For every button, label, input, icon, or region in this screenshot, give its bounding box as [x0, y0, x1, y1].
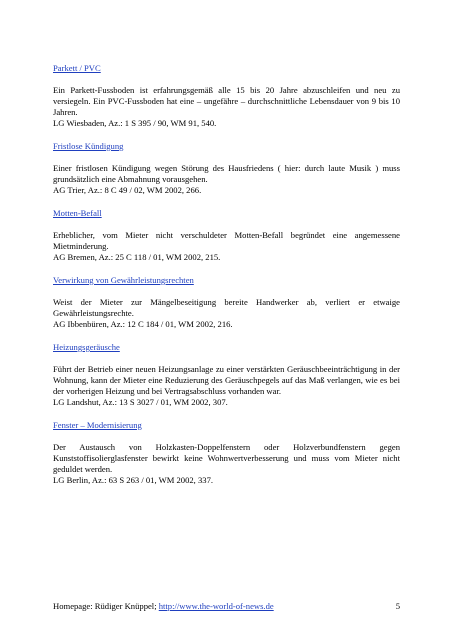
heading-link-fenster-modernisierung[interactable]: Fenster – Modernisierung: [53, 420, 142, 430]
section-body: Ein Parkett-Fussboden ist erfahrungsgemäß alle 15 bis 20 Jahre abzuschleifen und neu zu versiegeln. Ein PVC-Fussboden hat eine – ungefähre – durchschnittliche Lebensdauer von 9 bis 10 Jahren.: [53, 85, 400, 117]
section-motten-befall: [53, 208, 400, 263]
section-citation: LG Berlin, Az.: 63 S 263 / 01, WM 2002, 337.: [53, 475, 214, 485]
section-body: Erheblicher, vom Mieter nicht verschuldeter Motten-Befall begründet eine angemessene Mietminderung.: [53, 230, 400, 251]
footer-prefix: Homepage: Rüdiger Knüppel;: [53, 601, 159, 611]
heading-link-fristlose-kuendigung[interactable]: Fristlose Kündigung: [53, 141, 124, 151]
section-verwirkung: [53, 275, 400, 330]
section-citation: AG Trier, Az.: 8 C 49 / 02, WM 2002, 266.: [53, 185, 202, 195]
homepage-link[interactable]: http://www.the-world-of-news.de: [158, 601, 274, 611]
heading-link-motten-befall[interactable]: Motten-Befall: [53, 208, 102, 218]
page-footer: [53, 601, 400, 612]
section-citation: AG Bremen, Az.: 25 C 118 / 01, WM 2002, 215.: [53, 252, 221, 262]
page-number: 5: [395, 601, 400, 611]
section-body: Der Austausch von Holzkasten-Doppelfenstern oder Holzverbundfenstern gegen Kunststoffisolierglasfenster bewirkt keine Wohnwertverbesserung und muss vom Mieter nicht geduldet werden.: [53, 442, 400, 474]
section-body: Einer fristlosen Kündigung wegen Störung des Hausfriedens ( hier: durch laute Musik ) muss grundsätzlich eine Abmahnung vorausgehen.: [53, 163, 400, 184]
section-citation: AG Ibbenbüren, Az.: 12 C 184 / 01, WM 2002, 216.: [53, 319, 233, 329]
heading-link-parkett-pvc[interactable]: Parkett / PVC: [53, 63, 101, 73]
section-fenster-modernisierung: [53, 420, 400, 486]
section-body: Weist der Mieter zur Mängelbeseitigung bereite Handwerker ab, verliert er etwaige Gewährleistungsrechte.: [53, 297, 400, 318]
heading-link-verwirkung[interactable]: Verwirkung von Gewährleistungsrechten: [53, 275, 194, 285]
section-fristlose-kuendigung: [53, 141, 400, 196]
section-citation: LG Landshut, Az.: 13 S 3027 / 01, WM 2002, 307.: [53, 397, 228, 407]
section-parkett-pvc: [53, 63, 400, 129]
section-body: Führt der Betrieb einer neuen Heizungsanlage zu einer verstärkten Geräuschbeeinträchtigung in der Wohnung, kann der Mieter eine Reduzierung des Geräuschpegels auf das Maß verlangen, wie es bei der vorherigen Heizung und bei Vertragsabschluss vorhanden war.: [53, 364, 400, 396]
heading-link-heizungsgeraeusche[interactable]: Heizungsgeräusche: [53, 342, 120, 352]
section-citation: LG Wiesbaden, Az.: 1 S 395 / 90, WM 91, 540.: [53, 118, 217, 128]
document-content: [53, 63, 400, 498]
section-heizungsgeraeusche: [53, 342, 400, 408]
